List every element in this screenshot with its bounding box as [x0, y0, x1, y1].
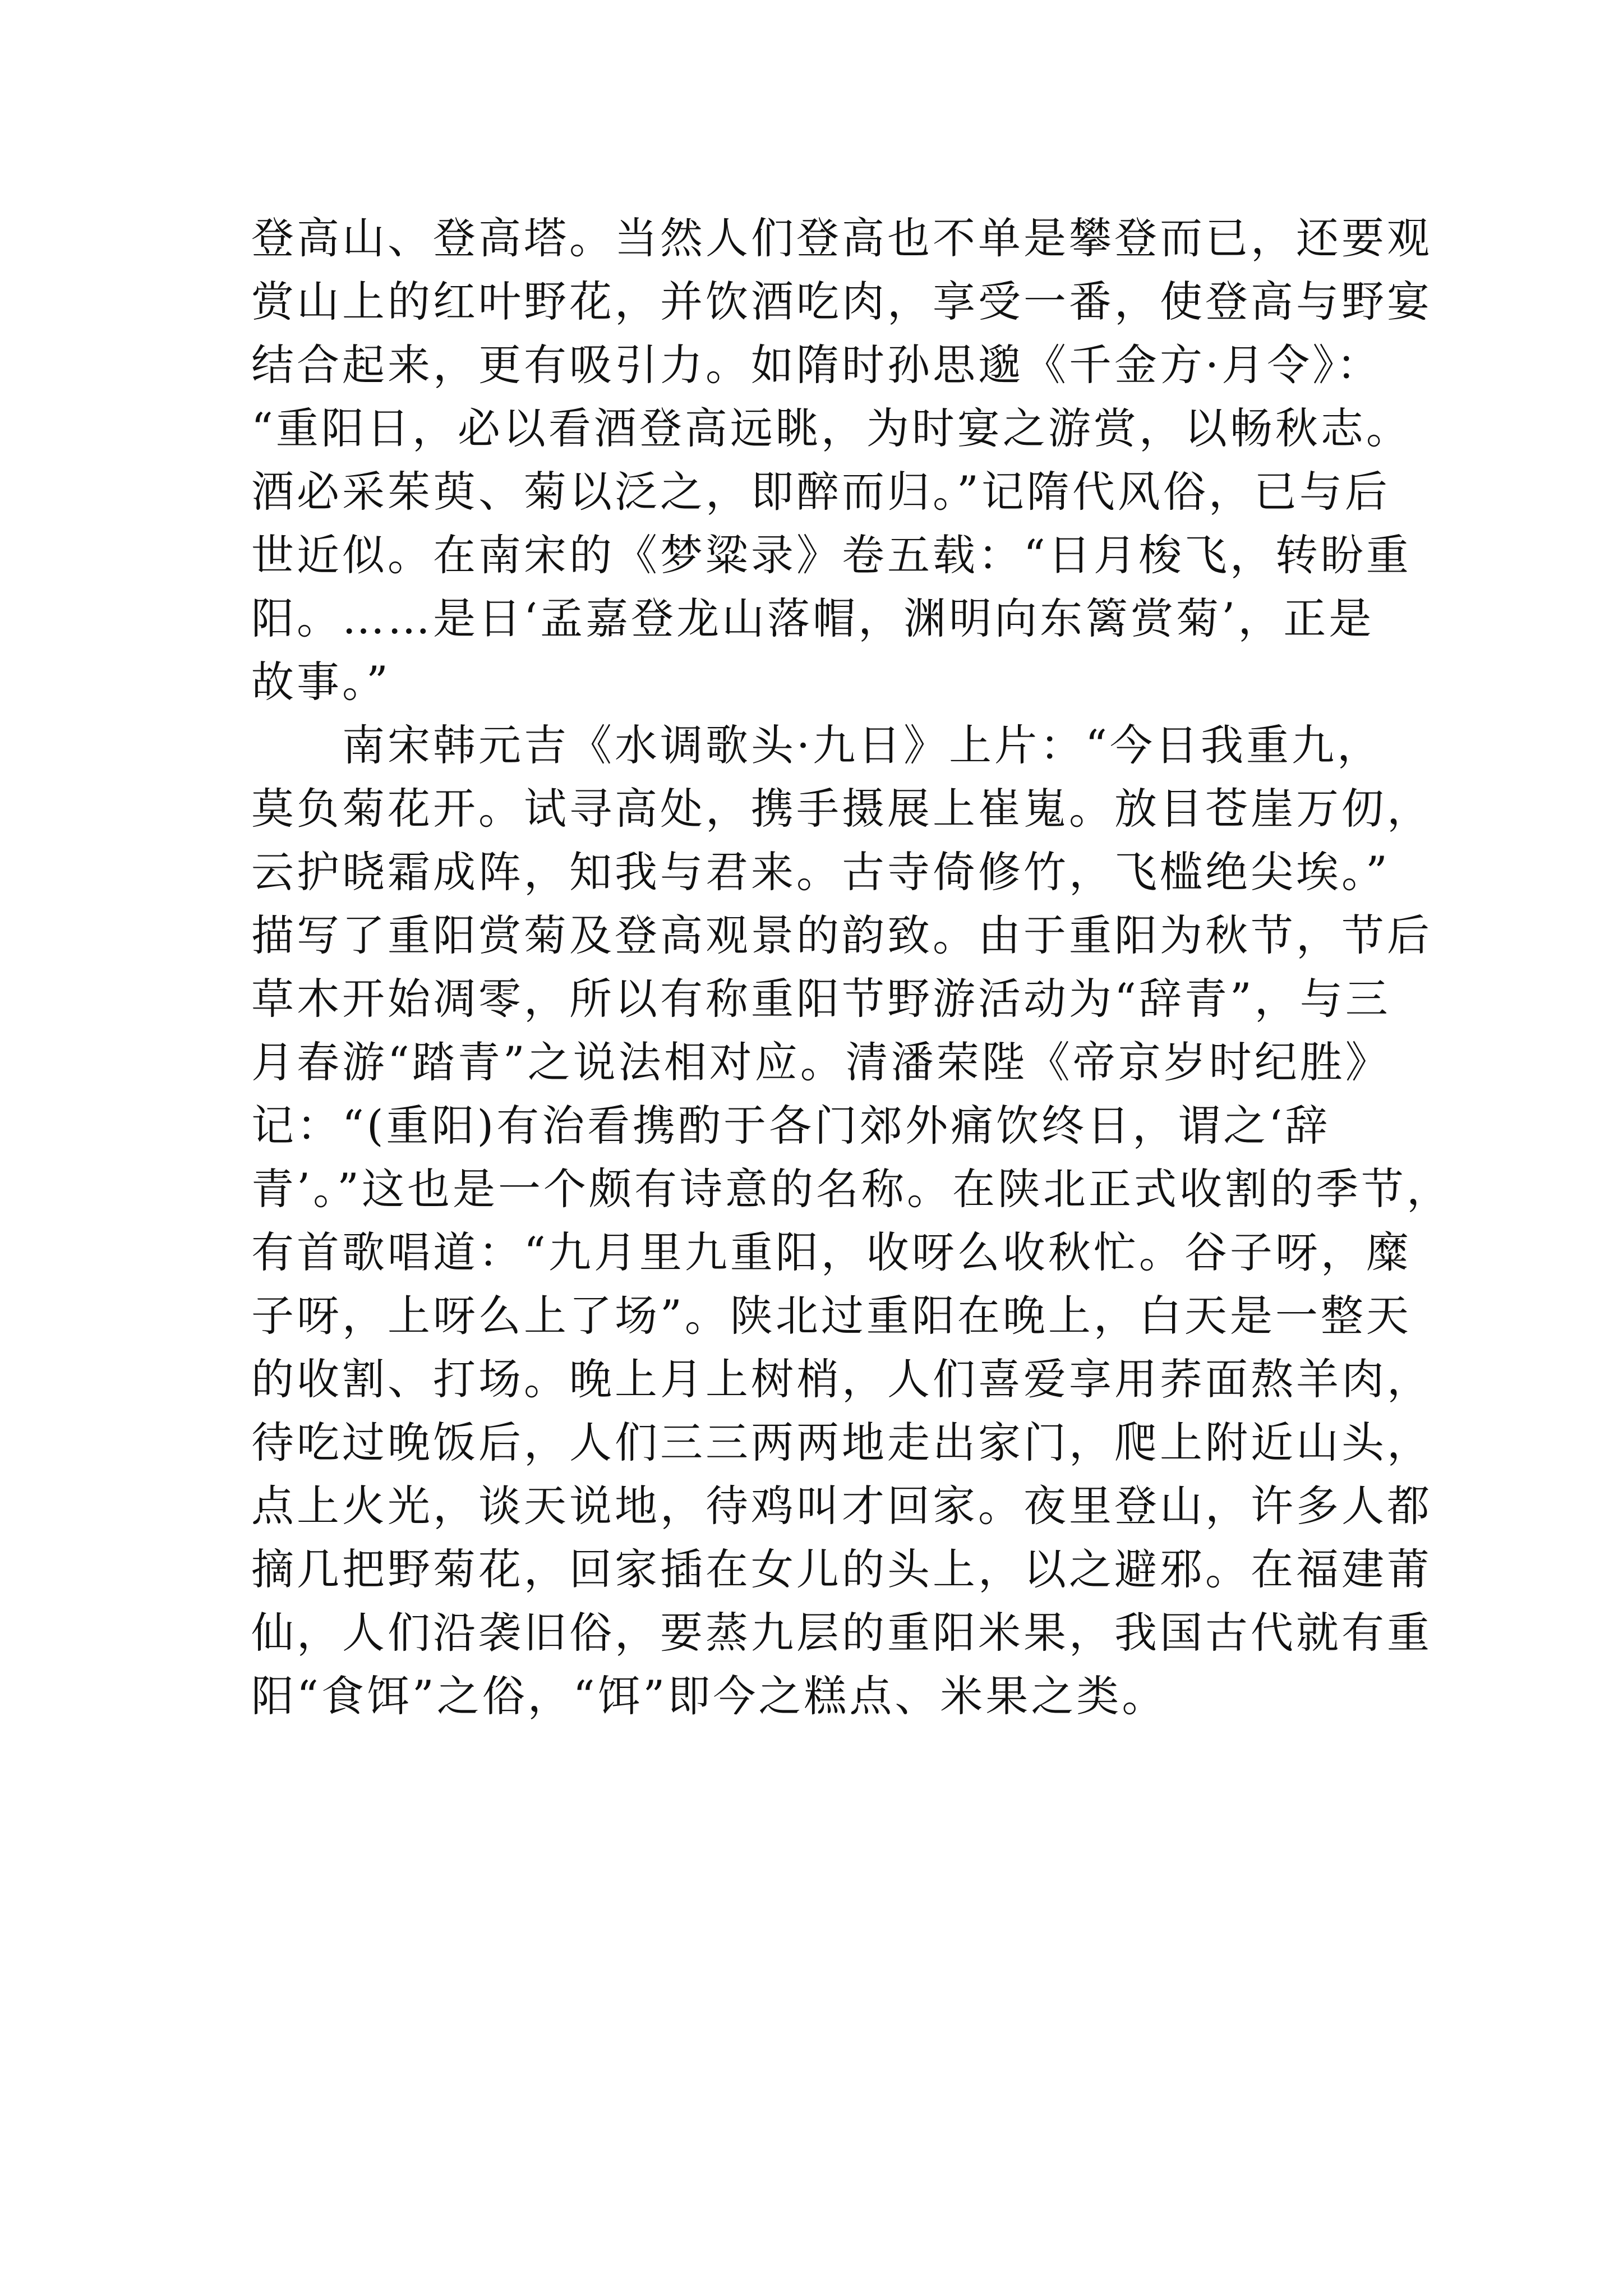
paragraph [251, 714, 1453, 1728]
text-line: 描写了重阳赏菊及登高观景的韵致。由于重阳为秋节，节后 [251, 910, 1432, 960]
text-line: 阳“食饵”之俗，“饵”即今之糕点、米果之类。 [251, 1671, 1168, 1721]
text-line: 酒必采茱萸、菊以泛之，即醉而归。”记隋代风俗，已与后 [251, 467, 1390, 517]
text-line: 草木开始凋零，所以有称重阳节野游活动为“辞青”，与三 [251, 974, 1391, 1024]
text-line: 南宋韩元吉《水调歌头·九日》上片：“今日我重九， [342, 720, 1383, 770]
body-text [251, 206, 1453, 1728]
text-line: 子呀，上呀么上了场”。陕北过重阳在晚上，白天是一整天 [251, 1291, 1412, 1341]
text-line: 青’。”这也是一个颇有诗意的名称。在陕北正式收割的季节， [251, 1164, 1453, 1214]
text-line: 仙，人们沿袭旧俗，要蒸九层的重阳米果，我国古代就有重 [251, 1608, 1432, 1658]
text-line: 世近似。在南宋的《梦粱录》卷五载：“日月梭飞，转盼重 [251, 530, 1412, 580]
text-line: 记：“(重阳)有治看携酌于各门郊外痛饮终日，谓之‘辞 [251, 1101, 1331, 1151]
text-line: 摘几把野菊花，回家插在女儿的头上，以之避邪。在福建莆 [251, 1544, 1432, 1594]
text-line: 阳。……是日‘孟嘉登龙山落帽，渊明向东篱赏菊’，正是 [251, 593, 1375, 643]
text-line: 待吃过晚饭后，人们三三两两地走出家门，爬上附近山头， [251, 1418, 1432, 1467]
text-line: 有首歌唱道：“九月里九重阳，收呀么收秋忙。谷子呀，糜 [251, 1227, 1412, 1277]
text-line: 故事。” [251, 657, 391, 707]
text-line: 月春游“踏青”之说法相对应。清潘荣陛《帝京岁时纪胜》 [251, 1037, 1391, 1087]
text-line: “重阳日，必以看酒登高远眺，为时宴之游赏，以畅秋志。 [251, 403, 1412, 453]
text-line: 的收割、打场。晚上月上树梢，人们喜爱享用荞面熬羊肉， [251, 1354, 1432, 1404]
text-line: 登高山、登高塔。当然人们登高也不单是攀登而已，还要观 [251, 213, 1432, 263]
text-line: 结合起来，更有吸引力。如隋时孙思邈《千金方·月令》： [251, 340, 1382, 390]
text-line: 赏山上的红叶野花，并饮酒吃肉，享受一番，使登高与野宴 [251, 277, 1432, 326]
text-line: 点上火光，谈天说地，待鸡叫才回家。夜里登山，许多人都 [251, 1481, 1432, 1531]
text-line: 莫负菊花开。试寻高处，携手摄展上崔嵬。放目苍崖万仞， [251, 784, 1432, 834]
text-line: 云护晓霜成阵，知我与君来。古寺倚修竹，飞槛绝尖埃。” [251, 847, 1390, 897]
paragraph [251, 206, 1432, 714]
